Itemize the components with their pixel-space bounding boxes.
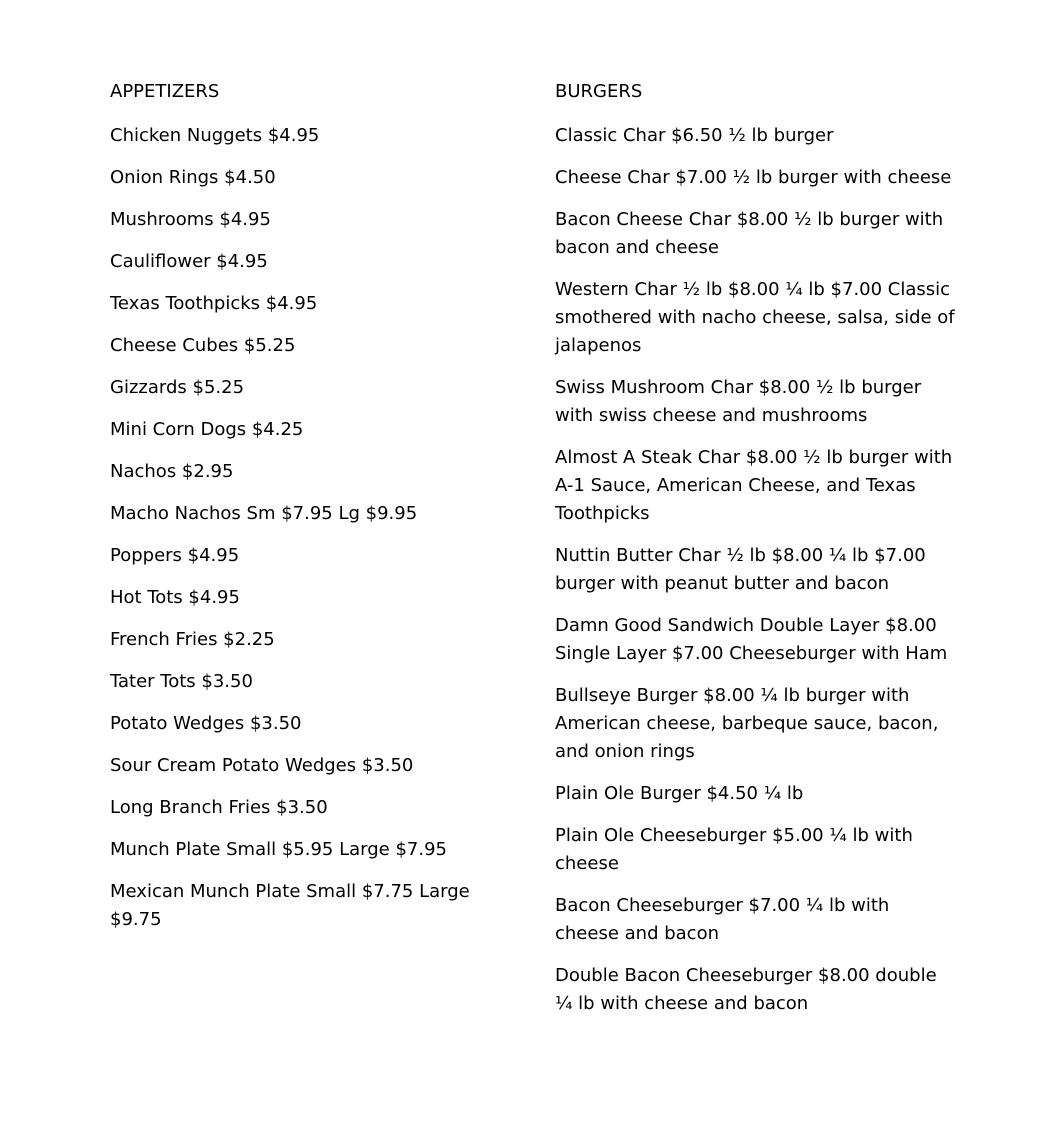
- menu-item: Plain Ole Cheeseburger $5.00 ¼ lb with cheese: [555, 825, 913, 874]
- menu-item: Almost A Steak Char $8.00 ½ lb burger with A-1 Sauce, American Cheese, and Texas Toothpicks: [555, 447, 953, 524]
- burgers-section: [555, 80, 955, 1032]
- menu-item: Gizzards $5.25: [110, 377, 245, 398]
- menu-item: Bullseye Burger $8.00 ¼ lb burger with American cheese, barbeque sauce, bacon, and onion rings: [555, 685, 939, 762]
- menu-item: Damn Good Sandwich Double Layer $8.00 Single Layer $7.00 Cheeseburger with Ham: [555, 615, 948, 664]
- menu-item: Sour Cream Potato Wedges $3.50: [110, 755, 414, 776]
- menu-item: Texas Toothpicks $4.95: [110, 293, 318, 314]
- menu-item: Macho Nachos Sm $7.95 Lg $9.95: [110, 503, 418, 524]
- appetizers-heading: APPETIZERS: [110, 81, 220, 102]
- menu-item: Cauliflower $4.95: [110, 251, 268, 272]
- menu-item: Mushrooms $4.95: [110, 209, 271, 230]
- menu-item: Poppers $4.95: [110, 545, 240, 566]
- menu-item: Nachos $2.95: [110, 461, 234, 482]
- menu-item: Munch Plate Small $5.95 Large $7.95: [110, 839, 447, 860]
- burgers-list: [555, 122, 955, 1018]
- menu-item: Potato Wedges $3.50: [110, 713, 302, 734]
- menu-item: Bacon Cheese Char $8.00 ½ lb burger with bacon and cheese: [555, 209, 944, 258]
- menu-item: Swiss Mushroom Char $8.00 ½ lb burger with swiss cheese and mushrooms: [555, 377, 922, 426]
- appetizers-section: [110, 80, 490, 948]
- menu-item: Classic Char $6.50 ½ lb burger: [555, 125, 834, 146]
- menu-item: Long Branch Fries $3.50: [110, 797, 328, 818]
- menu-item: Plain Ole Burger $4.50 ¼ lb: [555, 783, 804, 804]
- menu-item: Mexican Munch Plate Small $7.75 Large $9.75: [110, 881, 470, 930]
- menu-item: Tater Tots $3.50: [110, 671, 253, 692]
- menu-item: Hot Tots $4.95: [110, 587, 240, 608]
- menu-item: Nuttin Butter Char ½ lb $8.00 ¼ lb $7.00 burger with peanut butter and bacon: [555, 545, 926, 594]
- menu-item: Chicken Nuggets $4.95: [110, 125, 320, 146]
- menu-item: Western Char ½ lb $8.00 ¼ lb $7.00 Classic smothered with nacho cheese, salsa, side of jalapenos: [555, 279, 955, 356]
- menu-item: Onion Rings $4.50: [110, 167, 276, 188]
- menu-item: Mini Corn Dogs $4.25: [110, 419, 304, 440]
- menu-item: Cheese Char $7.00 ½ lb burger with cheese: [555, 167, 952, 188]
- menu-item: Double Bacon Cheeseburger $8.00 double ¼ lb with cheese and bacon: [555, 965, 937, 1014]
- appetizers-list: [110, 122, 490, 934]
- menu-item: French Fries $2.25: [110, 629, 275, 650]
- burgers-heading: BURGERS: [555, 81, 643, 102]
- menu-item: Bacon Cheeseburger $7.00 ¼ lb with cheese and bacon: [555, 895, 890, 944]
- menu-item: Cheese Cubes $5.25: [110, 335, 296, 356]
